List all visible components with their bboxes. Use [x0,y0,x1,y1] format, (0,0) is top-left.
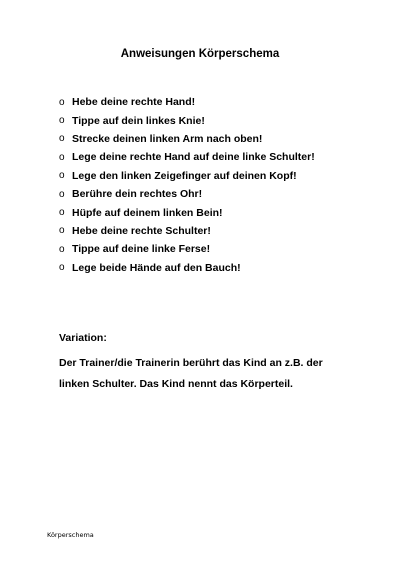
page-footer: Körperschema [47,531,94,539]
list-item [59,259,315,277]
instruction-text: Hüpfe auf deinem linken Bein! [72,206,223,219]
bullet-circle-icon: o [59,207,65,219]
instruction-text: Lege beide Hände auf den Bauch! [72,261,241,274]
instruction-text: Tippe auf dein linkes Knie! [72,114,205,127]
instruction-text: Hebe deine rechte Hand! [72,96,196,109]
list-item [59,240,315,258]
bullet-circle-icon: o [59,262,65,274]
list-item [59,148,315,166]
list-item [59,167,315,185]
bullet-circle-icon: o [59,225,65,237]
instruction-text: Hebe deine rechte Schulter! [72,224,211,237]
bullet-circle-icon: o [59,133,65,145]
bullet-circle-icon: o [59,115,65,127]
list-item [59,203,315,221]
instruction-text: Lege den linken Zeigefinger auf deinen Kopf! [72,169,297,182]
list-item [59,111,315,129]
bullet-circle-icon: o [59,96,65,108]
instruction-list [59,93,315,277]
instruction-text: Tippe auf deine linke Ferse! [72,243,211,256]
bullet-circle-icon: o [59,151,65,163]
list-item [59,185,315,203]
bullet-circle-icon: o [59,243,65,255]
instruction-text: Lege deine rechte Hand auf deine linke Schulter! [72,151,315,164]
variation-heading: Variation: [59,332,107,344]
instruction-text: Strecke deinen linken Arm nach oben! [72,132,263,145]
bullet-circle-icon: o [59,170,65,182]
list-item [59,222,315,240]
page-title: Anweisungen Körperschema [120,48,280,60]
list-item [59,130,315,148]
instruction-text: Berühre dein rechtes Ohr! [72,188,203,201]
variation-text: Der Trainer/die Trainerin berührt das Kind an z.B. der linken Schulter. Das Kind nennt das Körperteil. [59,357,323,390]
list-item [59,93,315,111]
bullet-circle-icon: o [59,188,65,200]
